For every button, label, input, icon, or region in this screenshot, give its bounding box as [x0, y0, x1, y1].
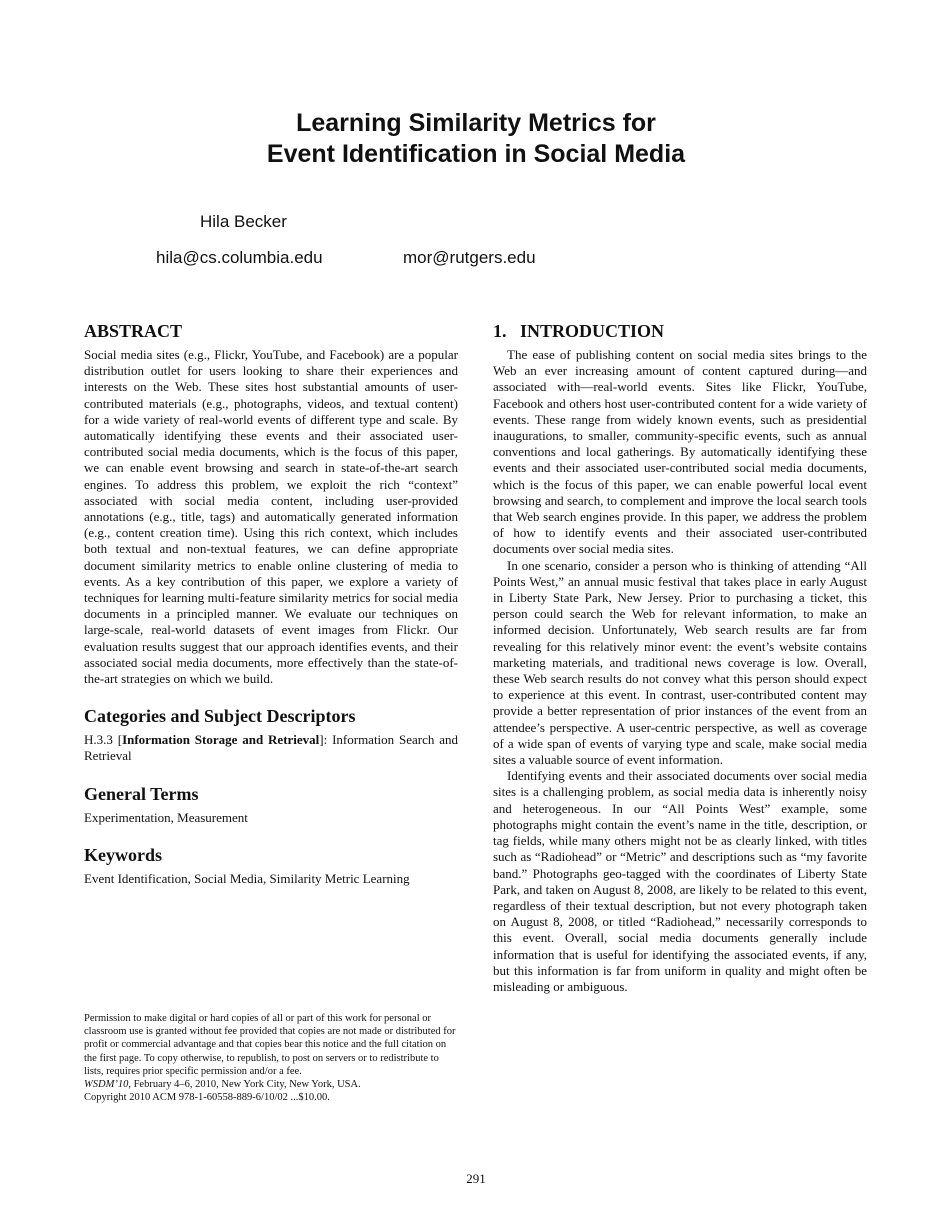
conference-line	[84, 1078, 458, 1091]
paper-title	[0, 108, 952, 170]
abstract-heading: ABSTRACT	[84, 321, 183, 341]
general-terms-heading: General Terms	[84, 783, 199, 804]
categories-bold: Information Storage and Retrieval	[122, 732, 320, 748]
introduction-heading: 1. INTRODUCTION	[493, 321, 665, 341]
conference-name: WSDM’10,	[84, 1079, 131, 1091]
categories-rest: ]: Information Search and Retrieval	[84, 732, 458, 764]
author-name: Hila Becker	[200, 212, 287, 231]
intro-paragraph: In one scenario, consider a person who is thinking of attending “All Points West,” an annual music festival that takes place in early August in Liberty State Park, New Jersey. Prior to purchasing a ticket, this person could search the Web for relevant information, to make an informed decision. Unfortunately, Web search results are far from revealing for this relatively minor event: the event’s website contains marketing materials, and traditional news coverage is low. Overall, these Web search results do not convey what this person should expect to experience at this event. In contrast, user-contributed content may provide a better representation of prior instances of the event from an attendee’s perspective. A user-centric perspective, as well as coverage of a wide span of events of varying type and scale, make social media sites a valuable source of event information.	[493, 557, 867, 768]
title-line-2: Event Identification in Social Media	[266, 140, 686, 168]
general-terms-text: Experimentation, Measurement	[84, 809, 248, 825]
categories-heading: Categories and Subject Descriptors	[84, 706, 356, 727]
right-column	[493, 320, 867, 995]
intro-paragraph: Identifying events and their associated documents over social media sites is a challenging problem, as social media data is inherently noisy and heterogeneous. In our “All Points West” example, some photographs might contain the event’s name in the title, description, or tag fields, while many others might not be as clearly linked, with titles such as “Radiohead” or “Metric” and descriptions such as “my favorite band.” Photographs geo-tagged with the coordinates of Liberty State Park, and taken on August 8, 2008, are likely to be related to this event, regardless of their textual description, but not every photograph taken on August 8, 2008, or titled “Radiohead,” necessarily corresponds to this event. Overall, social media documents generally include information that is useful for identifying the associated events, if any, but this information is far from uniform in quality and might often be misleading or ambiguous.	[493, 768, 867, 994]
copyright-line: Copyright 2010 ACM 978-1-60558-889-6/10/02 ...$10.00.	[84, 1092, 330, 1104]
title-line-1: Learning Similarity Metrics for	[296, 109, 656, 137]
page-number: 291	[466, 1171, 486, 1186]
left-column	[84, 320, 458, 887]
keywords-text: Event Identification, Social Media, Similarity Metric Learning	[84, 870, 410, 886]
permission-notice	[84, 1012, 458, 1104]
author-email-1: hila@cs.columbia.edu	[156, 248, 323, 267]
categories-code: H.3.3 [	[84, 732, 123, 748]
keywords-heading: Keywords	[84, 844, 162, 865]
abstract-text: Social media sites (e.g., Flickr, YouTube, and Facebook) are a popular distribution outlet for users looking to share their experiences and interests on the Web. These sites host substantial amounts of user-contributed materials (e.g., photographs, videos, and textual content) for a wide variety of real-world events of different type and scale. By automatically identifying these events and their associated user-contributed social media documents, which is the focus of this paper, we can enable event browsing and search in state-of-the-art search engines. To address this problem, we exploit the rich “context” associated with social media content, including user-provided annotations (e.g., title, tags) and automatically generated information (e.g., content creation time). Using this rich context, which includes both textual and non-textual features, we can define appropriate document similarity metrics to enable online clustering of media to events. As a key contribution of this paper, we explore a variety of techniques for learning multi-feature similarity metrics for social media documents in a principled manner. We evaluate our techniques on large-scale, real-world datasets of event images from Flickr. Our evaluation results suggest that our approach identifies events, and their associated social media documents, more effectively than the state-of-the-art strategies on which we build.	[84, 347, 458, 687]
intro-paragraph: The ease of publishing content on social media sites brings to the Web an ever increasing amount of content captured during—and associated with—real-world events. Sites like Flickr, YouTube, Facebook and others host user-contributed content for a wide variety of events. These range from widely known events, such as presidential inaugurations, to smaller, community-specific events, such as annual conventions and local gatherings. By automatically identifying these events and their associated user-contributed social media documents, which is the focus of this paper, we can enable powerful local event browsing and search, to complement and improve the local search tools that Web search engines provide. In this paper, we address the problem of how to identify events and their associated user-contributed documents over social media sites.	[493, 347, 867, 557]
permission-text: Permission to make digital or hard copies of all or part of this work for personal or classroom use is granted without fee provided that copies are not made or distributed for profit or commercial advantage and that copies bear this notice and the full citation on the first page. To copy otherwise, to republish, to post on servers or to redistribute to lists, requires prior specific permission and/or a fee.	[84, 1013, 456, 1077]
categories-text	[84, 732, 458, 764]
conference-details: February 4–6, 2010, New York City, New York, USA.	[130, 1079, 361, 1091]
author-email-2: mor@rutgers.edu	[403, 248, 536, 267]
